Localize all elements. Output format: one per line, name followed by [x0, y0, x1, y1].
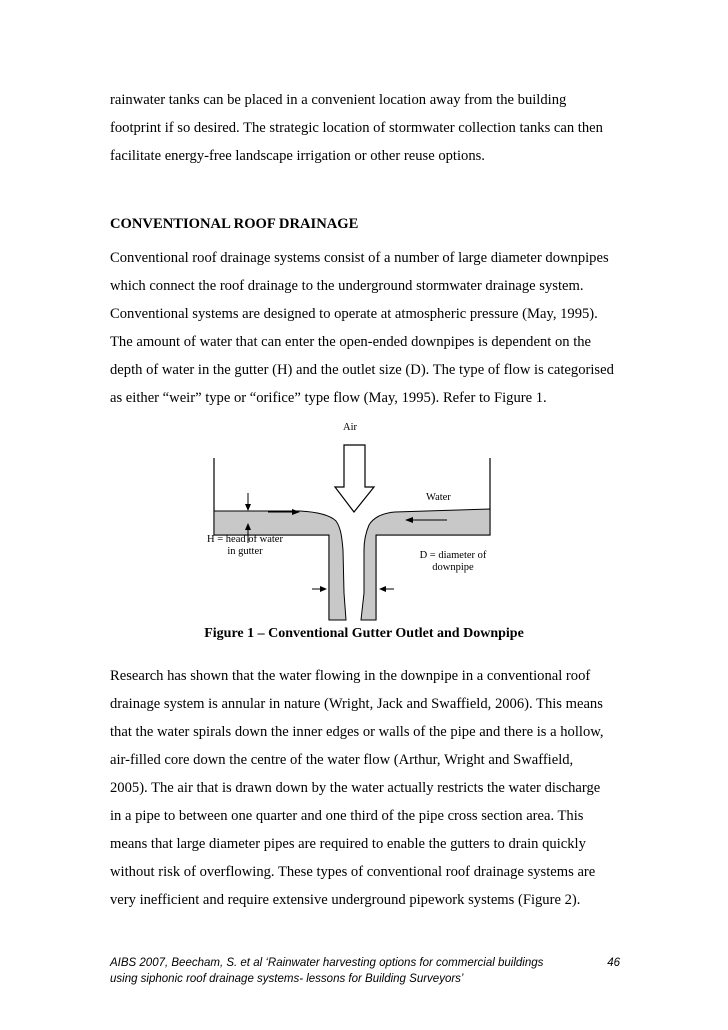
page-number: 46 [607, 957, 620, 969]
footer-citation-line: AIBS 2007, Beecham, S. et al ‘Rainwater harvesting options for commercial buildings [110, 957, 544, 969]
water-label: Water [426, 492, 451, 503]
paragraph-line: Research has shown that the water flowing in the downpipe in a conventional roof [110, 668, 591, 684]
d-arrow-left-head [320, 586, 327, 592]
paragraph-line: in a pipe to between one quarter and one third of the pipe cross section area. This [110, 808, 584, 824]
paragraph-line: drainage system is annular in nature (Wright, Jack and Swaffield, 2006). This means [110, 696, 603, 712]
h-arrow-top-head [245, 504, 251, 511]
paragraph-line: 2005). The air that is drawn down by the water actually restricts the water discharge [110, 780, 601, 796]
intro-paragraph [110, 86, 630, 170]
paragraph-line: air-filled core down the centre of the water flow (Arthur, Wright and Swaffield, [110, 752, 574, 768]
figure-1 [0, 415, 728, 625]
head-of-water-line: H = head of water [207, 534, 283, 545]
footer-citation-line: using siphonic roof drainage systems- lessons for Building Surveyors’ [110, 973, 464, 985]
paragraph-line: The amount of water that can enter the open-ended downpipes is dependent on the [110, 334, 592, 350]
air-arrow [335, 445, 374, 512]
intro-line: facilitate energy-free landscape irrigation or other reuse options. [110, 148, 485, 164]
head-of-water-line: in gutter [227, 546, 263, 557]
paragraph-line: which connect the roof drainage to the underground stormwater drainage system. [110, 278, 584, 294]
d-arrow-right-head [379, 586, 386, 592]
paragraph-line: as either “weir” type or “orifice” type flow (May, 1995). Refer to Figure 1. [110, 390, 547, 406]
paragraph-line: means that large diameter pipes are required to enable the gutters to drain quickly [110, 836, 586, 852]
paragraph-2 [110, 662, 630, 914]
air-label: Air [343, 422, 357, 433]
water-left [214, 511, 346, 620]
paragraph-line: very inefficient and require extensive underground pipework systems (Figure 2). [110, 892, 581, 908]
downpipe-diameter-line: D = diameter of [419, 550, 487, 561]
section-heading: CONVENTIONAL ROOF DRAINAGE [110, 216, 359, 232]
paragraph-line: depth of water in the gutter (H) and the outlet size (D). The type of flow is categorised [110, 362, 614, 378]
downpipe-diameter-label [398, 550, 508, 574]
page-footer [110, 955, 630, 987]
intro-line: rainwater tanks can be placed in a convenient location away from the building [110, 92, 567, 108]
paragraph-line: Conventional roof drainage systems consist of a number of large diameter downpipes [110, 250, 609, 266]
downpipe-diameter-line: downpipe [432, 562, 474, 573]
figure-caption-text: Figure 1 – Conventional Gutter Outlet and Downpipe [204, 626, 524, 641]
head-of-water-label [190, 534, 300, 558]
figure-caption [0, 626, 728, 642]
paragraph-line: Conventional systems are designed to operate at atmospheric pressure (May, 1995). [110, 306, 598, 322]
gutter-outlet-diagram [0, 415, 728, 625]
paragraph-1 [110, 244, 630, 412]
paragraph-line: that the water spirals down the inner edges or walls of the pipe and there is a hollow, [110, 724, 604, 740]
intro-line: footprint if so desired. The strategic location of stormwater collection tanks can then [110, 120, 603, 136]
paragraph-line: without risk of overflowing. These types of conventional roof drainage systems are [110, 864, 596, 880]
